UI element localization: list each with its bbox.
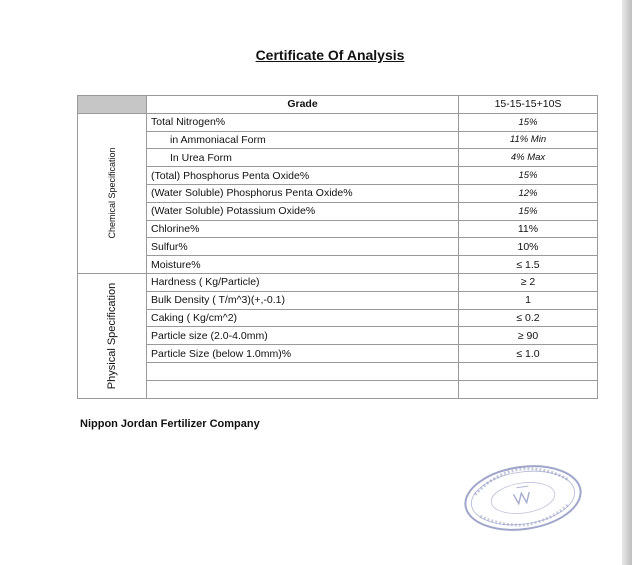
row-value: 15% — [459, 167, 598, 185]
row-label: (Water Soluble) Phosphorus Penta Oxide% — [147, 184, 459, 202]
row-value: 12% — [459, 184, 598, 202]
row-value: 10% — [459, 238, 598, 256]
table-row — [78, 273, 598, 291]
row-label: (Water Soluble) Potassium Oxide% — [147, 202, 459, 220]
table-row — [78, 309, 598, 327]
chemical-section-label: Chemical Specification — [107, 147, 117, 239]
row-label: Particle Size (below 1.0mm)% — [147, 345, 459, 363]
grade-label: Grade — [147, 96, 459, 114]
physical-section-label: Physical Specification — [106, 282, 118, 389]
table-row — [78, 291, 598, 309]
row-label: In Urea Form — [147, 149, 459, 167]
row-label: in Ammoniacal Form — [147, 131, 459, 149]
table-row — [78, 131, 598, 149]
row-value: 15% — [459, 202, 598, 220]
row-value — [459, 362, 598, 380]
table-row — [78, 345, 598, 363]
table-row — [78, 220, 598, 238]
row-label: Particle size (2.0-4.0mm) — [147, 327, 459, 345]
company-name: Nippon Jordan Fertilizer Company — [80, 418, 260, 430]
grade-header-row — [78, 96, 598, 114]
table-row — [78, 149, 598, 167]
page-title — [0, 47, 632, 63]
header-corner-cell — [78, 96, 147, 114]
row-value: 15% — [459, 113, 598, 131]
page-edge-shadow — [622, 0, 632, 565]
row-label: (Total) Phosphorus Penta Oxide% — [147, 167, 459, 185]
row-label — [147, 362, 459, 380]
empty-row — [78, 362, 598, 380]
title-text: Certificate Of Analysis — [255, 47, 405, 63]
row-value: ≥ 2 — [459, 273, 598, 291]
table-row — [78, 184, 598, 202]
table-row — [78, 256, 598, 274]
table-row — [78, 327, 598, 345]
row-value: ≤ 0.2 — [459, 309, 598, 327]
row-value — [459, 380, 598, 398]
row-value: ≥ 90 — [459, 327, 598, 345]
chemical-section-cell — [78, 113, 147, 273]
row-value: 4% Max — [459, 149, 598, 167]
row-value: 11% — [459, 220, 598, 238]
row-value: ≤ 1.5 — [459, 256, 598, 274]
analysis-table — [77, 95, 598, 399]
row-value: 11% Min — [459, 131, 598, 149]
row-label: Hardness ( Kg/Particle) — [147, 273, 459, 291]
empty-row — [78, 380, 598, 398]
row-label: Total Nitrogen% — [147, 113, 459, 131]
row-value: ≤ 1.0 — [459, 345, 598, 363]
table-row — [78, 167, 598, 185]
row-label: Chlorine% — [147, 220, 459, 238]
row-label: Sulfur% — [147, 238, 459, 256]
company-seal-stamp — [458, 458, 588, 538]
row-label: Bulk Density ( T/m^3)(+,-0.1) — [147, 291, 459, 309]
row-label — [147, 380, 459, 398]
row-label: Caking ( Kg/cm^2) — [147, 309, 459, 327]
row-value: 1 — [459, 291, 598, 309]
table-row — [78, 202, 598, 220]
physical-section-cell — [78, 273, 147, 398]
grade-value: 15-15-15+10S — [459, 96, 598, 114]
row-label: Moisture% — [147, 256, 459, 274]
table-row — [78, 113, 598, 131]
table-row — [78, 238, 598, 256]
